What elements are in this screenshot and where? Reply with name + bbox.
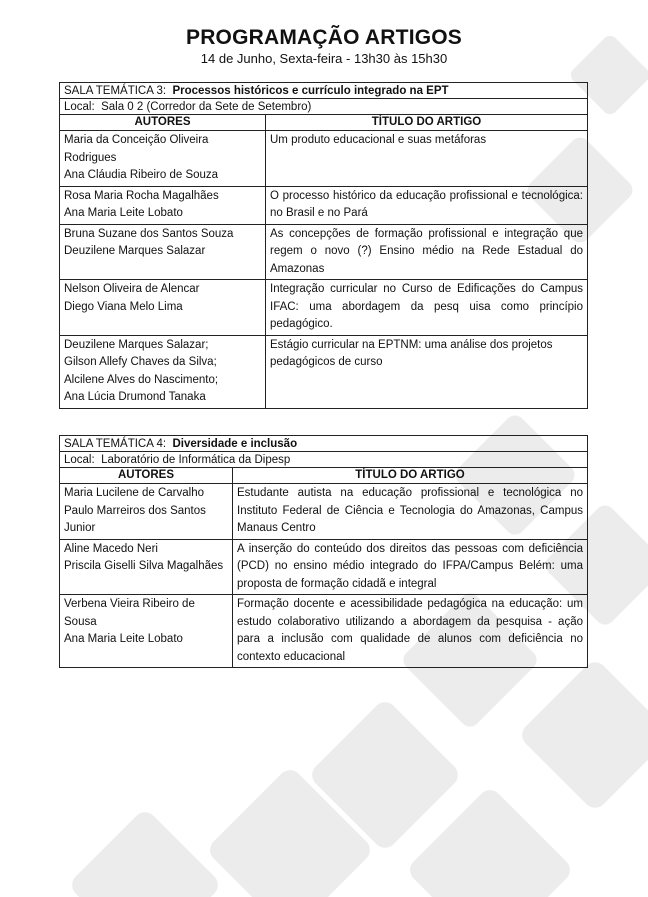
- author-name: Aline Macedo Neri: [64, 542, 158, 555]
- author-name: Maria Lucilene de Carvalho: [64, 487, 204, 499]
- authors-cell: [60, 280, 266, 336]
- room-label: SALA TEMÁTICA 4:: [64, 438, 167, 450]
- author-name: Diego Viana Melo Lima: [64, 300, 183, 313]
- table-row: [60, 595, 588, 668]
- table-row: [60, 186, 588, 224]
- authors-cell: [60, 186, 266, 224]
- location-label: Local:: [64, 101, 95, 113]
- article-title-cell: Estudante autista na educação profissional e tecnológica no Instituto Federal de Ciência e Tecnologia do Amazonas, Campus Manaus Centro: [233, 484, 588, 540]
- table-row: [60, 280, 588, 336]
- room-label: SALA TEMÁTICA 3:: [64, 85, 167, 97]
- author-name: Deuzilene Marques Salazar;: [64, 338, 209, 351]
- author-name: Ana Maria Leite Lobato: [64, 207, 183, 219]
- authors-cell: [60, 539, 233, 595]
- article-title-cell: As concepções de formação profissional e integração que regem o novo (?) Ensino médio na Rede Estadual do Amazonas: [266, 224, 588, 280]
- table-row: [60, 335, 588, 408]
- table-header-row: [60, 115, 588, 131]
- col-title-header: TÍTULO DO ARTIGO: [233, 468, 588, 484]
- watermark-tile: [67, 807, 223, 897]
- room-theme: Diversidade e inclusão: [172, 438, 298, 450]
- location-value: Laboratório de Informática da Dipesp: [101, 454, 291, 466]
- authors-cell: [60, 595, 233, 668]
- article-title-cell: Um produto educacional e suas metáforas: [266, 131, 588, 187]
- room-3-articles-table: [59, 114, 588, 409]
- author-name: Priscila Giselli Silva Magalhães: [64, 560, 224, 572]
- author-name: Maria da Conceição Oliveira Rodrigues: [64, 134, 209, 164]
- table-row: [60, 131, 588, 187]
- article-title-cell: Formação docente e acessibilidade pedagógica na educação: um estudo colaborativo utilizando a abordagem da pesquisa - ação para a inclusão com qualidade de alunos com deficiência no contexto educacional: [233, 595, 588, 668]
- page-subtitle: 14 de Junho, Sexta-feira - 13h30 às 15h30: [200, 51, 448, 66]
- authors-cell: [60, 224, 266, 280]
- table-row: [60, 484, 588, 540]
- col-authors-header: AUTORES: [60, 468, 233, 484]
- room-4-theme-bar: [59, 435, 588, 451]
- authors-cell: [60, 335, 266, 408]
- article-title-cell: Estágio curricular na EPTNM: uma análise dos projetos pedagógicos de curso: [266, 335, 588, 408]
- table-row: [60, 539, 588, 595]
- author-name: Paulo Marreiros dos Santos Junior: [64, 504, 206, 534]
- article-title-cell: O processo histórico da educação profissional e tecnológica: no Brasil e no Pará: [266, 186, 588, 224]
- author-name: Ana Cláudia Ribeiro de Souza: [64, 169, 219, 181]
- page-title: PROGRAMAÇÃO ARTIGOS: [185, 26, 463, 49]
- table-header-row: [60, 468, 588, 484]
- author-name: Nelson Oliveira de Alencar: [64, 283, 200, 295]
- authors-cell: [60, 131, 266, 187]
- author-name: Verbena Vieira Ribeiro de Sousa: [64, 598, 195, 628]
- room-4-location-bar: [59, 451, 588, 467]
- location-label: Local:: [64, 454, 95, 466]
- author-name: Deuzilene Marques Salazar: [64, 245, 206, 257]
- author-name: Ana Lúcia Drumond Tanaka: [64, 391, 206, 403]
- location-value: Sala 0 2 (Corredor da Sete de Setembro): [101, 101, 312, 113]
- room-4-articles-table: [59, 467, 588, 668]
- col-authors-header: AUTORES: [60, 115, 266, 131]
- room-3-theme-bar: [59, 82, 588, 98]
- author-name: Rosa Maria Rocha Magalhães: [64, 189, 219, 202]
- article-title-cell: Integração curricular no Curso de Edificações do Campus IFAC: uma abordagem da pesq uisa como princípio pedagógico.: [266, 280, 588, 336]
- author-name: Bruna Suzane dos Santos Souza: [64, 227, 234, 240]
- table-row: [60, 224, 588, 280]
- watermark-tile: [517, 657, 648, 813]
- authors-cell: [60, 484, 233, 540]
- author-name: Gilson Allefy Chaves da Silva;: [64, 356, 217, 368]
- col-title-header: TÍTULO DO ARTIGO: [266, 115, 588, 131]
- author-name: Ana Maria Leite Lobato: [64, 633, 183, 645]
- author-name: Alcilene Alves do Nascimento;: [64, 373, 219, 386]
- room-3-location-bar: [59, 98, 588, 114]
- room-3-section: [59, 82, 588, 409]
- room-theme: Processos históricos e currículo integrado na EPT: [172, 85, 449, 97]
- article-title-cell: A inserção do conteúdo dos direitos das pessoas com deficiência (PCD) no ensino médio integrado do IFPA/Campus Belém: uma proposta de formação cidadã e integral: [233, 539, 588, 595]
- room-4-section: [59, 435, 588, 668]
